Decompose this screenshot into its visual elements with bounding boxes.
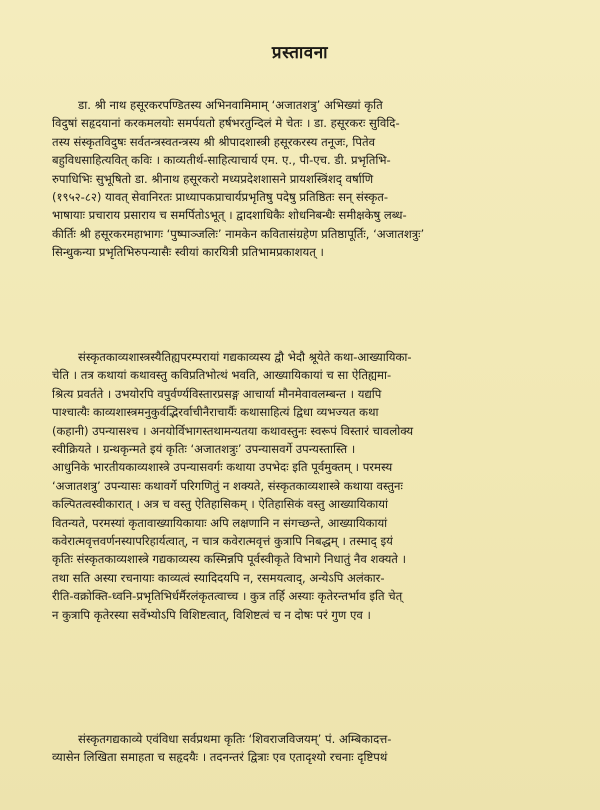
text-line: सिन्धुकन्या प्रभृतिभिरुपन्यासैः स्वीयां कारयित्री प्रतिभामप्रकाशयत् । [52,245,324,260]
text-line: संस्कृतगद्यकाव्ये एवंविधा सर्वप्रथमा कृतिः ‘शिवराजविजयम्’ पं. अम्बिकादत्त- [78,732,392,746]
text-line: रुपाधिभिः सुभूषितो डा. श्रीनाथ हसूरकरो मध्यप्रदेशशासने प्रायशस्त्रिंशद् वर्षाणि [52,171,374,186]
text-line: तथा सति अस्या रचनायाः काव्यत्वं स्यादिदयपि न, रसमयत्वाद्, अन्येऽपि अलंकार- [52,570,385,585]
text-line: चेति । तत्र कथायां कथावस्तु कविप्रतिभोत्थं भवति, आख्यायिकायां च सा ऐतिह्यमा- [52,368,392,383]
text-line: तस्य संस्कृतविदुषः सर्वतन्त्रस्वतन्त्रस्य श्री श्रीपादशास्त्री हसूरकरस्य तनूजः, पितेव [52,134,376,149]
text-line: भाषायाः प्रचाराय प्रसाराय च समर्पितोऽभूत् । द्वादशाधिकैः शोधनिबन्धैः समीक्षकेषु लब्ध- [52,208,407,223]
text-line: विदुषां सहृदयानां करकमलयोः समर्पयतो हर्षभरतुन्दिलं मे चेतः । डा. हसूरकरः सुविदि- [52,116,400,131]
text-line: कल्पितत्वस्वीकारात् । अत्र च वस्तु ऐतिहासिकम् । ऐतिहासिकं वस्तु आख्यायिकायां [52,497,389,512]
text-line: श्रित्य प्रवर्तते । उभयोरपि वपुर्वर्ण्यविस्तारप्रसङ्ग आचार्या मौनमेवावलम्बन्त । यद्यपि [52,386,382,401]
text-line: पाश्चात्यैः काव्यशास्त्रमनुकुर्वद्भिरर्वाचीनैराचार्यैः कथासाहित्यं द्विधा व्यभज्यत कथा [52,405,379,420]
text-line: आधुनिके भारतीयकाव्यशास्त्रे उपन्यासवर्गः कथाया उपभेदः इति पूर्वमुक्तम् । परमस्य [52,460,393,475]
text-line: डा. श्री नाथ हसूरकरपण्डितस्य अभिनवामिमाम् ‘अजातशत्रु’ अभिख्यां कृति [78,98,383,112]
text-line: (कहानी) उपन्यासश्च । अनयोर्विभागस्तथामन्यतया कथावस्तुनः स्वरूपं विस्तारं चावलोक्य [52,423,414,438]
text-line: वितन्यते, परमस्यां कृतावाख्यायिकायाः अपि लक्षणानि न संगच्छन्ते, आख्यायिकायां [52,515,388,530]
text-line: ‘अजातशत्रु’ उपन्यासः कथावर्गे परिगणितुं न शक्यते, संस्कृतकाव्यशास्त्रे कथाया वस्तुनः [52,478,403,493]
page-title: प्रस्तावना [271,43,329,63]
text-line: स्वीक्रियते । ग्रन्थकृन्मते इयं कृतिः ‘अजातशत्रुः’ उपन्यासवर्गे उपन्यस्तास्ति । [52,442,356,456]
text-line: न कुत्रापि कृतेरस्या सर्वेभ्योऽपि विशिष्टत्वात्, विशिष्टत्वं च न दोषः परं गुण एव । [52,607,371,622]
text-line: रीति-वक्रोक्ति-ध्वनि-प्रभृतिभिर्धर्मैरलंकृतत्वाच्च । कुत्र तर्हि अस्याः कृतेरन्तर्भाव इति चेत् [52,589,403,604]
text-line: कवेरात्मवृत्तवर्णनस्यापरिहार्यत्वात्, न चात्र कवेरात्मवृत्तं कुत्रापि निबद्धम् । तस्माद् इयं [52,534,393,548]
text-line: कीर्तिः श्री हसूरकरमहाभागः ‘पुष्पाञ्जलिः’ नामकेन कवितासंग्रहेण प्रतिष्ठापूर्तिः, ‘अजातशत्रुः’ [52,226,425,241]
text-line: संस्कृतकाव्यशास्त्रस्यैतिह्यपरम्परायां गद्यकाव्यस्य द्वौ भेदौ श्रूयेते कथा-आख्यायिका- [78,350,412,364]
text-line: कृतिः संस्कृतकाव्यशास्त्रे गद्यकाव्यस्य कस्मिन्नपि पूर्वस्वीकृते विभागे निधातुं नैव शक्यते । [52,552,406,567]
text-line: व्यासेन लिखिता समाहता च सहृदयैः । तदनन्तरं द्वित्राः एव एतादृश्यो रचनाः दृष्टिपथं [52,750,388,765]
text-line: (१९५२-८२) यावत् सेवानिरतः प्राध्यापकप्राचार्यप्रभृतिषु पदेषु प्रतिष्ठितः सन् संस्कृत- [52,190,389,204]
text-line: बहुविधसाहित्यवित् कविः । काव्यतीर्थ-साहित्याचार्य एम. ए., पी-एच. डी. प्रभृतिभि- [52,153,391,168]
